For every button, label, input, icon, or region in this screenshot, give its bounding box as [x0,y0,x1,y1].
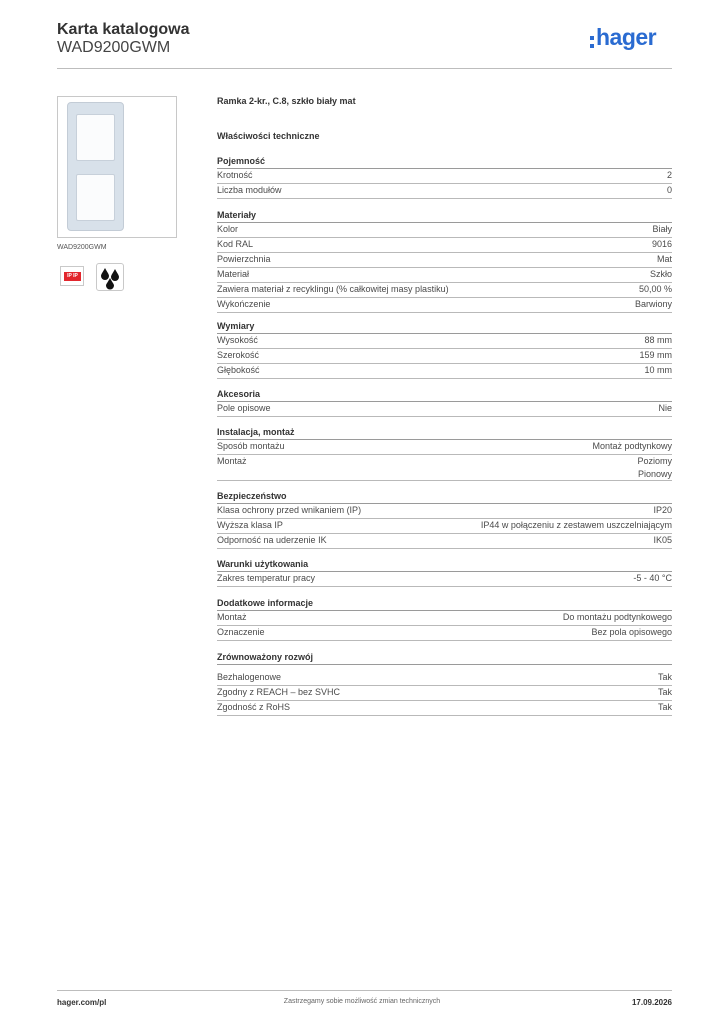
ip-rating-icon [60,266,84,286]
spec-label: Wyższa klasa IP [217,520,283,530]
spec-value: Bez pola opisowego [591,627,672,637]
hager-logo [590,24,680,57]
product-image-caption: WAD9200GWM [57,244,107,251]
spec-label: Liczba modułów [217,185,282,195]
spec-value: Tak [657,672,672,682]
spec-label: Sposób montażu [217,441,285,451]
spec-section [217,155,672,199]
section-title: Dodatkowe informacje [217,597,672,611]
spec-row [217,504,672,519]
spec-value: IP20 [653,505,672,515]
frame-illustration [67,102,124,231]
spec-row [217,671,672,686]
spec-label: Klasa ochrony przed wnikaniem (IP) [217,505,362,515]
ip-badge-text: IP IP [64,272,81,281]
section-title: Materiały [217,209,672,223]
spec-row [217,349,672,364]
spec-section [217,490,672,549]
spec-value: Tak [657,687,672,697]
spec-label: Zgodny z REACH – bez SVHC [217,687,341,697]
spec-value: 50,00 % [638,284,672,294]
spec-row [217,440,672,455]
spec-label: Materiał [217,269,250,279]
section-title: Wymiary [217,320,672,334]
section-title: Bezpieczeństwo [217,490,672,504]
spec-label: Głębokość [217,365,260,375]
spec-section [217,426,672,481]
spec-row [217,223,672,238]
spec-row [217,455,672,481]
spec-value: 0 [666,185,672,195]
doc-title: Karta katalogowa [57,21,190,38]
spec-value-line: Pionowy [637,469,672,479]
spec-value: -5 - 40 °C [633,573,672,583]
spec-row [217,402,672,417]
section-title: Pojemność [217,155,672,169]
spec-label: Kolor [217,224,239,234]
spec-label: Pole opisowe [217,403,271,413]
spec-row [217,283,672,298]
spec-label: Zawiera materiał z recyklingu (% całkowitej masy plastiku) [217,284,449,294]
spec-row [217,253,672,268]
spec-label: Montaż [217,612,247,622]
product-name: Ramka 2-kr., C.8, szkło biały mat [217,96,356,106]
spec-value: 2 [666,170,672,180]
spec-label: Montaż [217,456,247,466]
spec-row [217,298,672,313]
spec-row [217,334,672,349]
footer-website[interactable]: hager.com/pl [57,998,107,1007]
spec-value: Biały [652,224,672,234]
spec-value: Tak [657,702,672,712]
spec-value: 9016 [651,239,672,249]
spec-label: Wysokość [217,335,258,345]
spec-row [217,364,672,379]
spec-label: Bezhalogenowe [217,672,282,682]
spec-label: Odporność na uderzenie IK [217,535,327,545]
spec-section [217,558,672,587]
spec-label: Oznaczenie [217,627,265,637]
spec-value: Montaż podtynkowy [592,441,672,451]
spec-row [217,626,672,641]
spec-row [217,686,672,701]
spec-label: Powierzchnia [217,254,271,264]
spec-value [637,455,672,480]
footer-date: 17.09.2026 [631,998,672,1007]
section-title: Zrównoważony rozwój [217,651,672,665]
logo-text: hager [596,24,657,50]
spec-value: Nie [658,403,672,413]
spec-row [217,701,672,716]
section-title: Instalacja, montaż [217,426,672,440]
spec-row [217,169,672,184]
spec-section [217,209,672,313]
spec-label: Kod RAL [217,239,254,249]
spec-row [217,519,672,534]
footer-divider [57,990,672,991]
logo-dots-icon [590,36,594,52]
spec-row [217,534,672,549]
properties-heading: Właściwości techniczne [217,131,320,141]
spec-value: IK05 [653,535,672,545]
spec-label: Krotność [217,170,253,180]
spec-row [217,268,672,283]
spec-value: IP44 w połączeniu z zestawem uszczelniającym [480,520,672,530]
spec-value: 159 mm [639,350,672,360]
spec-value: Barwiony [634,299,672,309]
spec-value: 10 mm [644,365,672,375]
section-title: Akcesoria [217,388,672,402]
product-image [57,96,177,238]
spec-row [217,572,672,587]
spec-section [217,651,672,716]
spec-label: Zgodność z RoHS [217,702,291,712]
spec-row [217,238,672,253]
spec-value: Mat [656,254,672,264]
spec-value-line: Poziomy [637,456,672,466]
spec-section [217,597,672,641]
footer-disclaimer: Zastrzegamy sobie możliwość zmian technicznych [283,998,441,1005]
spec-label: Zakres temperatur pracy [217,573,316,583]
spec-section [217,388,672,417]
product-code: WAD9200GWM [57,39,171,56]
spec-label: Szerokość [217,350,260,360]
spec-value: 88 mm [644,335,672,345]
spec-value: Do montażu podtynkowego [562,612,672,622]
spec-section [217,320,672,379]
spec-row [217,611,672,626]
section-title: Warunki użytkowania [217,558,672,572]
spec-row [217,184,672,199]
spec-value: Szkło [649,269,672,279]
water-drops-icon [96,263,124,291]
header-divider [57,68,672,69]
spec-label: Wykończenie [217,299,271,309]
